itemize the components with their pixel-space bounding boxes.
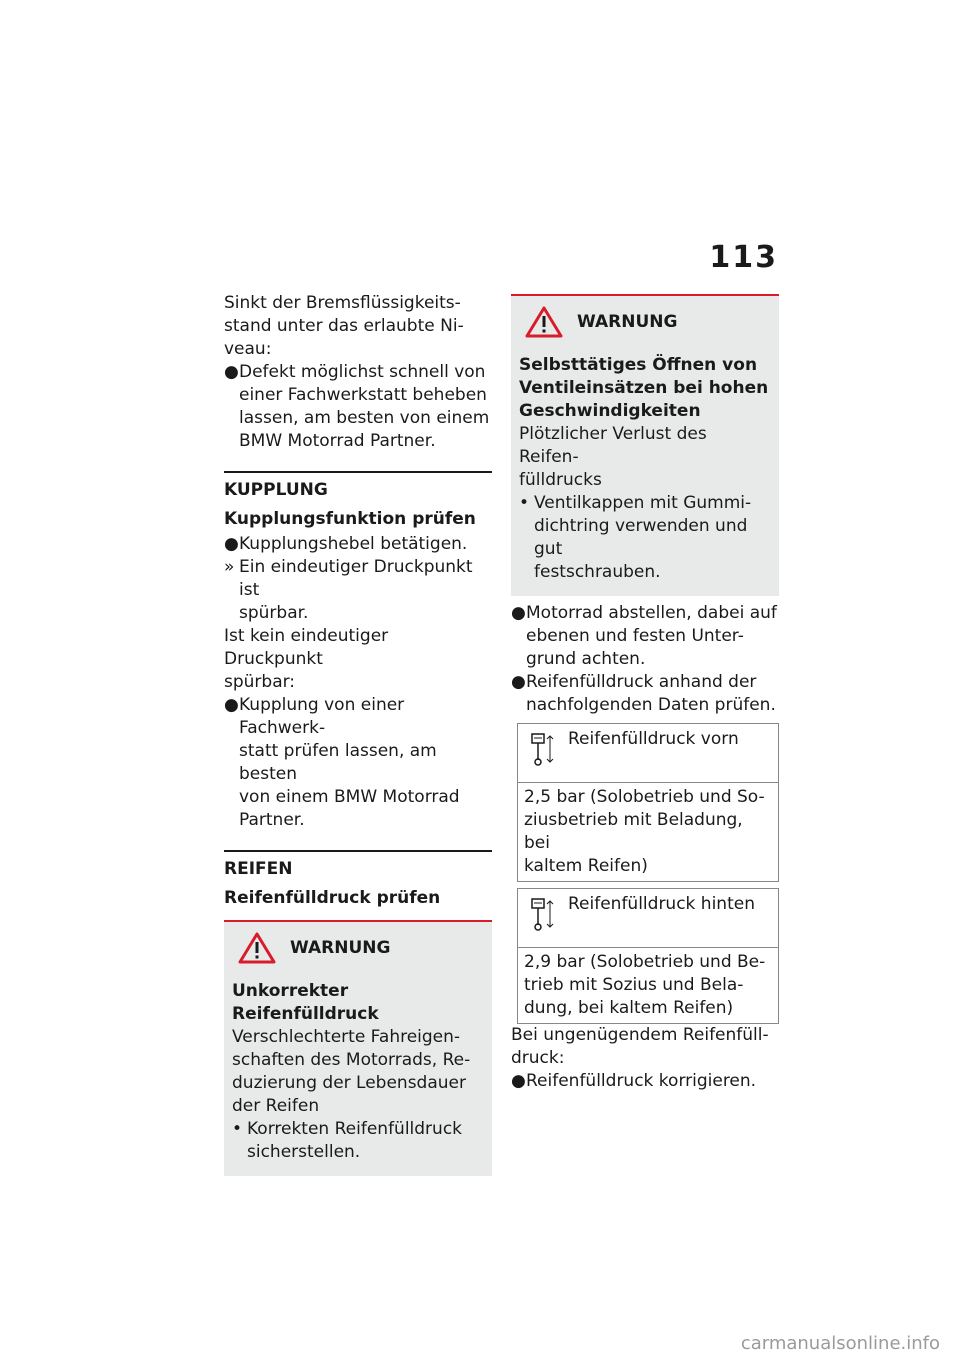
brake-fluid-bullet: ● Defekt möglichst schnell von einer Fachwerkstatt beheben lassen, am besten von einem BMW Motorrad Partner. (224, 362, 490, 451)
spec-header (518, 724, 778, 783)
warning-text: Verschlechterte Fahreigen- schaften des Motorrads, Re- duzierung der Lebensdauer der Reifen (232, 1027, 471, 1116)
bullet-dot-icon: • (232, 1119, 243, 1139)
subheading-tire-pressure-check: Reifenfülldruck prüfen (224, 888, 441, 908)
warning-subtitle: Unkorrekter Reifenfülldruck (232, 981, 379, 1024)
spec-title: Reifenfülldruck hinten (568, 894, 755, 914)
park-bullet: ● Motorrad abstellen, dabei auf ebenen und festen Unter- grund achten. (511, 603, 777, 669)
bullet-dot-icon: ● (511, 1071, 526, 1091)
result-arrow-icon: » (224, 557, 235, 577)
warning-bullet: • Ventilkappen mit Gummi- dichtring verwenden und gut festschrauben. (519, 493, 752, 582)
warning-bullet: • Korrekten Reifenfülldruck sicherstellen. (232, 1119, 463, 1162)
tire-pressure-icon (518, 724, 566, 782)
clutch-bullet-1: ● Kupplungshebel betätigen. (224, 534, 468, 554)
tire-pressure-icon (518, 889, 566, 947)
spec-value: 2,5 bar (Solobetrieb und So- ziusbetrieb mit Beladung, bei kaltem Reifen) (524, 787, 765, 876)
spec-front-tire-pressure (517, 723, 779, 882)
bullet-dot-icon: ● (511, 672, 526, 692)
spec-title: Reifenfülldruck vorn (568, 729, 739, 749)
bullet-dot-icon: ● (224, 534, 239, 554)
footer-watermark: carmanualsonline.info (740, 1333, 940, 1354)
right-column (511, 292, 779, 1093)
warning-triangle-icon (525, 306, 563, 338)
section-heading-clutch: KUPPLUNG (224, 471, 492, 502)
warning-text: Plötzlicher Verlust des Reifen- fülldrucks (519, 424, 707, 490)
warning-title: WARNUNG (519, 306, 771, 338)
low-pressure-text: Bei ungenügendem Reifenfüll- druck: (511, 1025, 769, 1068)
check-pressure-bullet: ● Reifenfülldruck anhand der nachfolgenden Daten prüfen. (511, 672, 776, 715)
clutch-condition-text: Ist kein eindeutiger Druckpunkt spürbar: (224, 626, 389, 692)
warning-title: WARNUNG (232, 932, 484, 964)
bullet-dot-icon: • (519, 493, 530, 513)
spec-rear-tire-pressure (517, 888, 779, 1024)
left-column (224, 292, 492, 1176)
bullet-dot-icon: ● (224, 362, 239, 382)
subheading-clutch-check: Kupplungsfunktion prüfen (224, 509, 476, 529)
bullet-dot-icon: ● (224, 695, 239, 715)
spec-header (518, 889, 778, 948)
section-heading-tires: REIFEN (224, 850, 492, 881)
spec-value: 2,9 bar (Solobetrieb und Be- trieb mit Sozius und Bela- dung, bei kaltem Reifen) (524, 952, 766, 1018)
warning-box-tire-pressure (224, 920, 492, 1176)
warning-subtitle: Selbsttätiges Öffnen von Ventileinsätzen bei hohen Geschwindigkeiten (519, 355, 769, 421)
brake-fluid-intro: Sinkt der Bremsflüssigkeits- stand unter das erlaubte Ni- veau: (224, 293, 464, 359)
correct-pressure-bullet: ● Reifenfülldruck korrigieren. (511, 1071, 757, 1091)
warning-box-valve (511, 294, 779, 596)
page-number: 113 (709, 240, 778, 275)
bullet-dot-icon: ● (511, 603, 526, 623)
clutch-result: » Ein eindeutiger Druckpunkt ist spürbar. (224, 557, 473, 623)
warning-triangle-icon (238, 932, 276, 964)
clutch-bullet-2: ● Kupplung von einer Fachwerk- statt prüfen lassen, am besten von einem BMW Motorrad Partner. (224, 695, 460, 830)
